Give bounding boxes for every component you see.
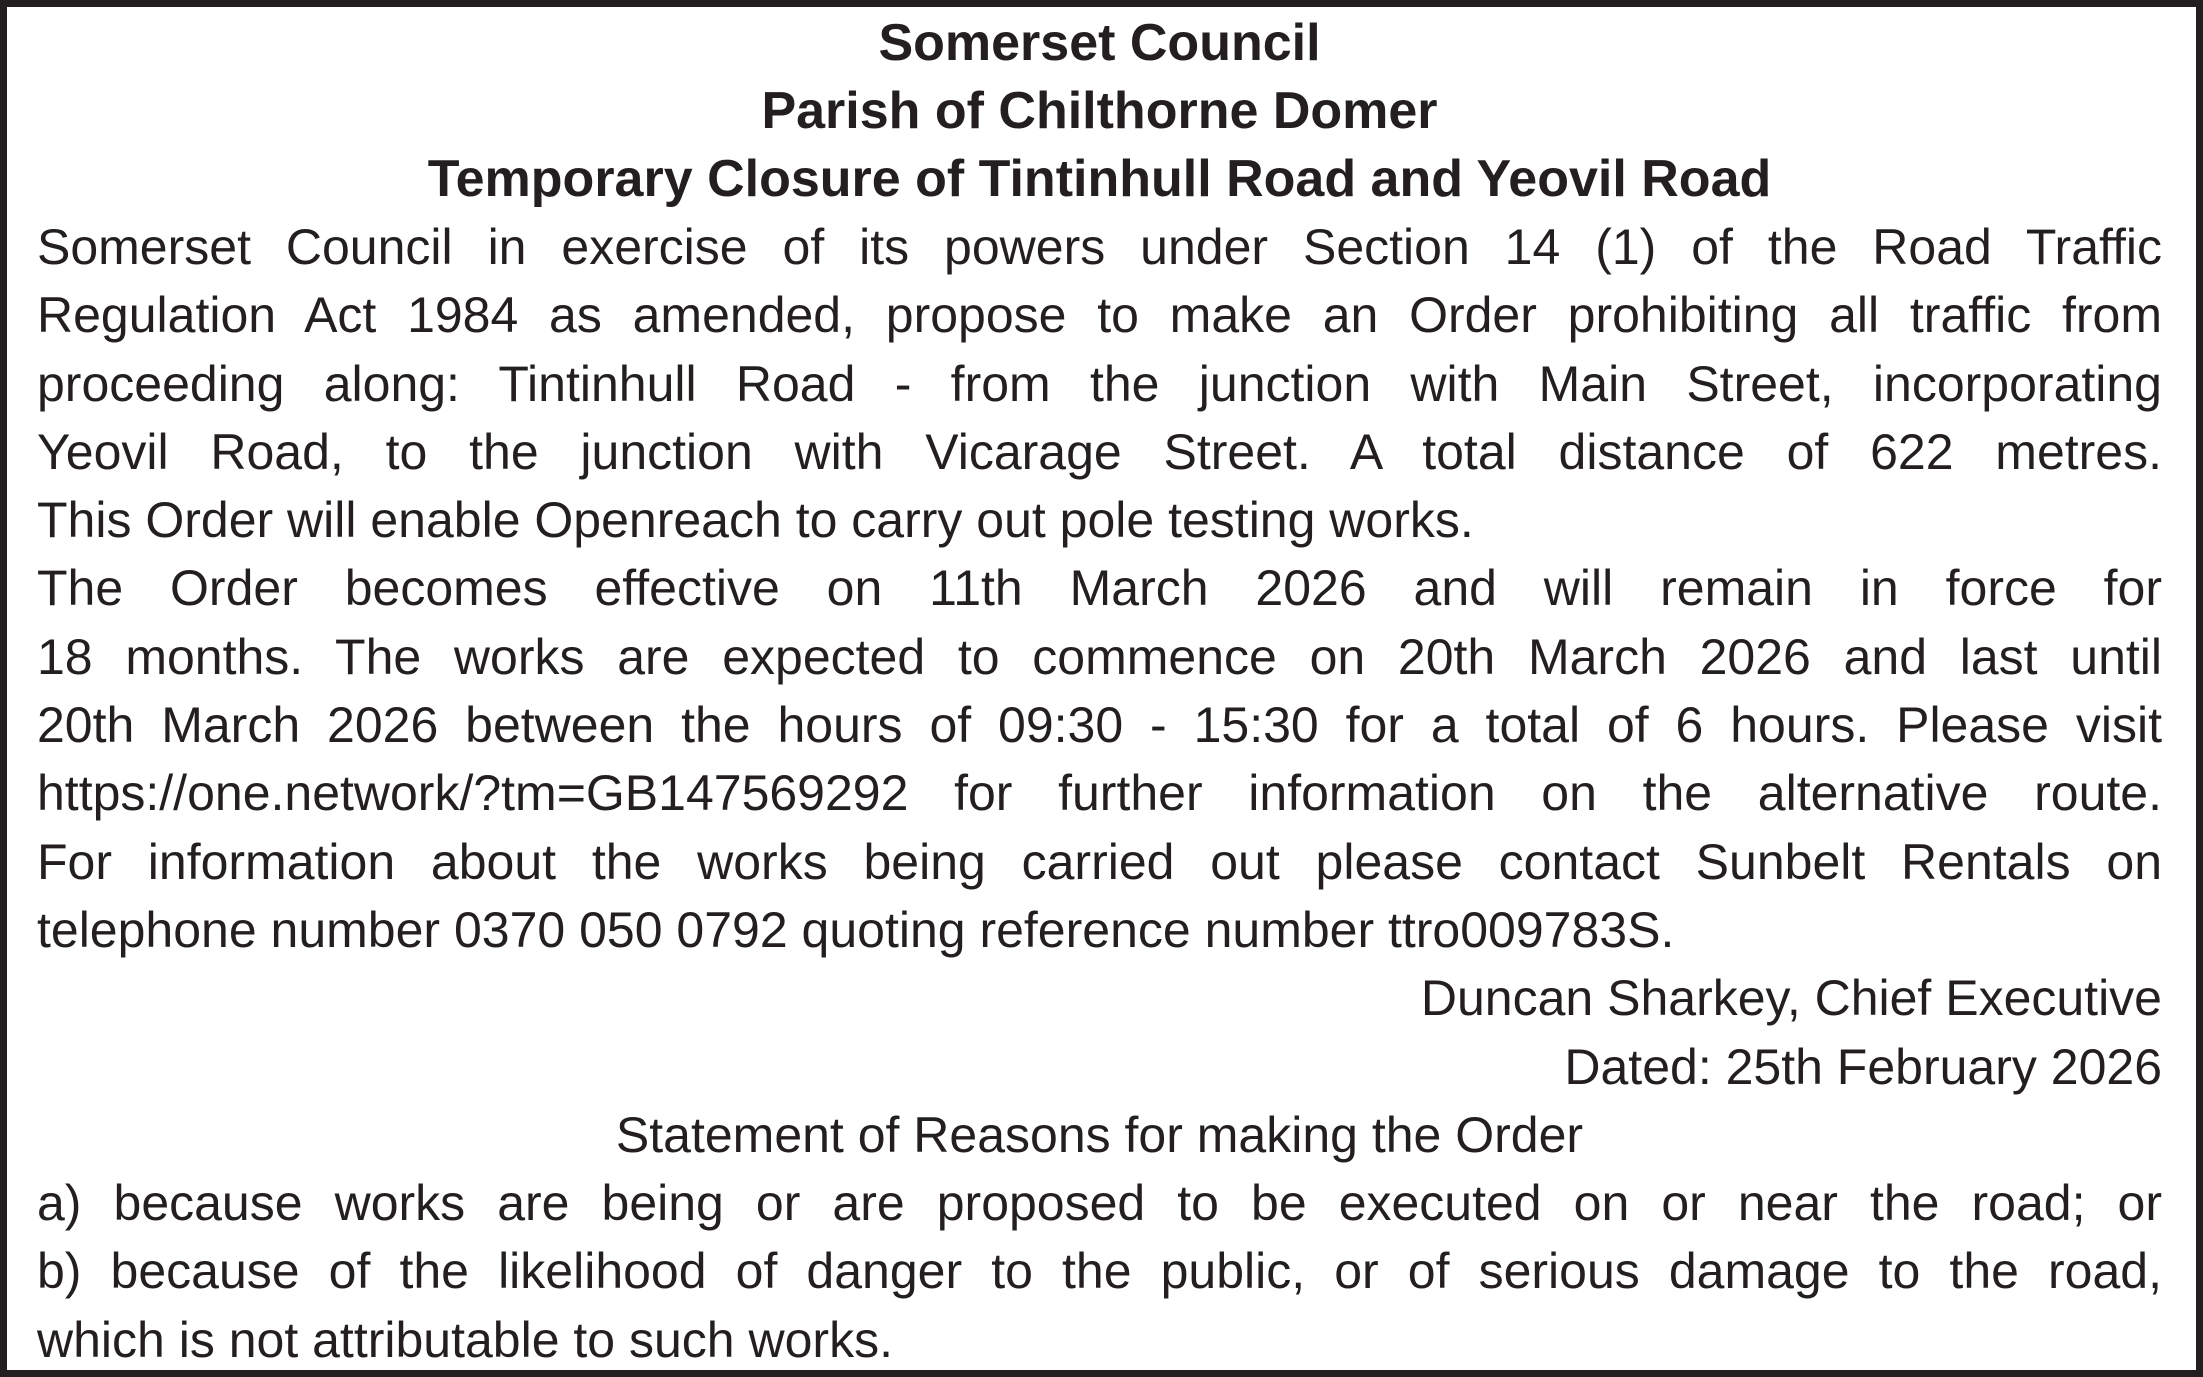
reason-line: a) because works are being or are proposed to be executed on or near the road; or bbox=[37, 1175, 2162, 1232]
reasons-heading: Statement of Reasons for making the Order bbox=[615, 1106, 1584, 1163]
paragraph-line: https://one.network/?tm=GB147569292 for further information on the alternative route. bbox=[37, 765, 2162, 822]
closure-title: Temporary Closure of Tintinhull Road and Yeovil Road bbox=[427, 150, 1772, 208]
signatory: Duncan Sharkey, Chief Executive bbox=[1420, 970, 2162, 1027]
reason-line: which is not attributable to such works. bbox=[37, 1311, 893, 1368]
parish-name: Parish of Chilthorne Domer bbox=[761, 82, 1438, 140]
paragraph-line: 18 months. The works are expected to commence on 20th March 2026 and last until bbox=[37, 628, 2162, 685]
paragraph-line: proceeding along: Tintinhull Road - from the junction with Main Street, incorporating bbox=[37, 355, 2162, 412]
paragraph-line: This Order will enable Openreach to carry out pole testing works. bbox=[37, 492, 1474, 549]
paragraph-line: Regulation Act 1984 as amended, propose to make an Order prohibiting all traffic from bbox=[37, 287, 2162, 344]
reasons-list bbox=[37, 1169, 2162, 1374]
paragraph-line: Yeovil Road, to the junction with Vicarage Street. A total distance of 622 metres. bbox=[37, 423, 2162, 480]
council-name: Somerset Council bbox=[878, 14, 1321, 72]
paragraph-line: The Order becomes effective on 11th March 2026 and will remain in force for bbox=[37, 560, 2162, 617]
order-details-paragraph bbox=[37, 554, 2162, 964]
paragraph-line: For information about the works being carried out please contact Sunbelt Rentals on bbox=[37, 833, 2162, 890]
paragraph-line: 20th March 2026 between the hours of 09:30 - 15:30 for a total of 6 hours. Please visit bbox=[37, 697, 2162, 754]
reason-line: b) because of the likelihood of danger to the public, or of serious damage to the road, bbox=[37, 1243, 2162, 1300]
paragraph-line: telephone number 0370 050 0792 quoting reference number ttro009783S. bbox=[37, 901, 1675, 958]
paragraph-line: Somerset Council in exercise of its powers under Section 14 (1) of the Road Traffic bbox=[37, 219, 2162, 275]
date-line: Dated: 25th February 2026 bbox=[1564, 1038, 2162, 1095]
order-proposal-paragraph bbox=[37, 213, 2162, 554]
